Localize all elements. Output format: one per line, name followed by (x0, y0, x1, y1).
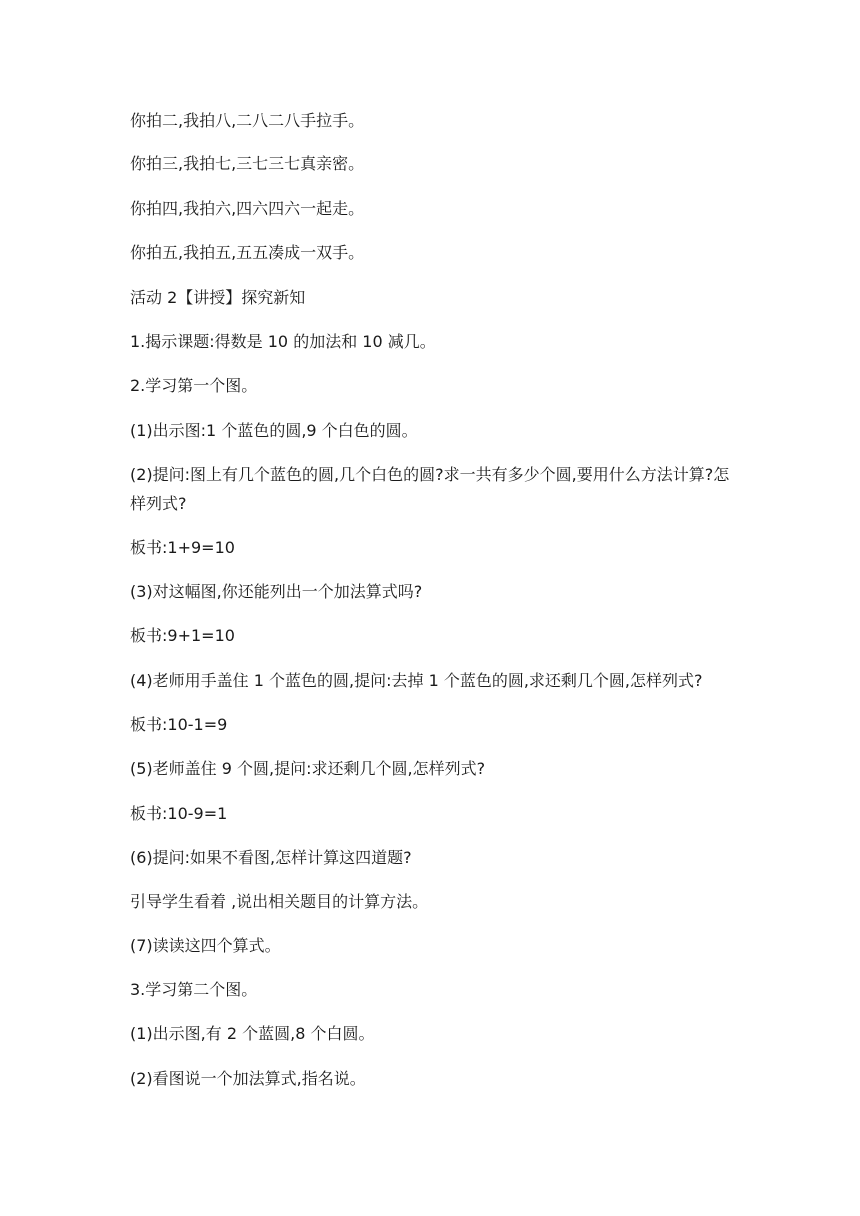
text-line: (1)出示图,有 2 个蓝圆,8 个白圆。 (130, 1024, 375, 1043)
text-line: 2.学习第一个图。 (130, 376, 258, 395)
text-line: 你拍三,我拍七,三七三七真亲密。 (130, 154, 365, 173)
text-line: 板书:10-1=9 (130, 715, 228, 734)
text-line: (3)对这幅图,你还能列出一个加法算式吗? (130, 582, 423, 601)
text-line: (1)出示图:1 个蓝色的圆,9 个白色的圆。 (130, 421, 418, 440)
text-line: 你拍二,我拍八,二八二八手拉手。 (130, 111, 365, 130)
text-line: (5)老师盖住 9 个圆,提问:求还剩几个圆,怎样列式? (130, 759, 486, 778)
text-line: (2)看图说一个加法算式,指名说。 (130, 1069, 366, 1088)
text-line: 你拍四,我拍六,四六四六一起走。 (130, 199, 365, 218)
text-line: (6)提问:如果不看图,怎样计算这四道题? (130, 848, 412, 867)
text-paragraph: (2)提问:图上有几个蓝色的圆,几个白色的圆?求一共有多少个圆,要用什么方法计算?怎样列式? (130, 465, 730, 513)
text-line: 你拍五,我拍五,五五凑成一双手。 (130, 243, 365, 262)
text-line: 板书:10-9=1 (130, 804, 228, 823)
text-line: (4)老师用手盖住 1 个蓝色的圆,提问:去掉 1 个蓝色的圆,求还剩几个圆,怎样列式? (130, 671, 703, 690)
section-heading: 活动 2【讲授】探究新知 (130, 288, 306, 307)
text-line: 引导学生看着 ,说出相关题目的计算方法。 (130, 892, 429, 911)
text-line: 1.揭示课题:得数是 10 的加法和 10 减几。 (130, 332, 436, 351)
text-line: (7)读读这四个算式。 (130, 936, 281, 955)
text-line: 板书:1+9=10 (130, 538, 235, 557)
text-line: 3.学习第二个图。 (130, 980, 258, 999)
text-line: 板书:9+1=10 (130, 626, 235, 645)
